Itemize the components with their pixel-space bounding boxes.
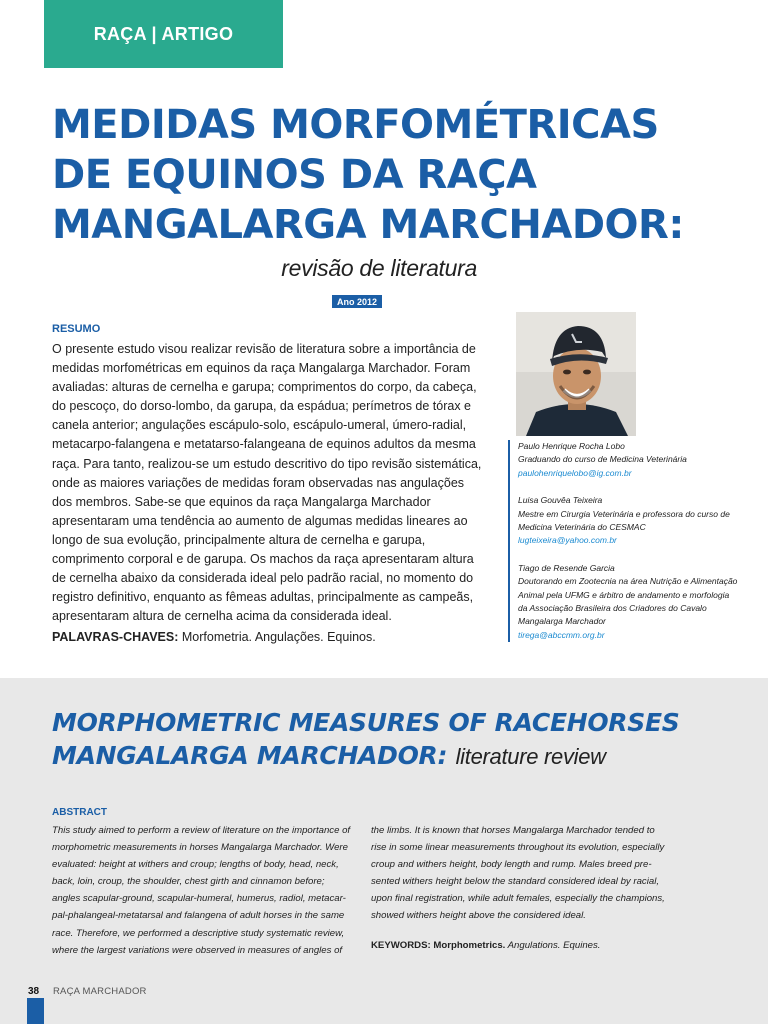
- author-role: Doutorando em Zootecnia na área Nutrição e Alimentação Animal pela UFMG e árbitro de andamento e morfologia da Associação Brasileira dos Criadores do Cavalo Mangalarga Marchador: [518, 576, 738, 627]
- author-card: [518, 440, 738, 480]
- author-photo: [516, 312, 636, 436]
- article-subtitle: revisão de literatura: [281, 255, 477, 281]
- author-card: [518, 494, 738, 548]
- article-title: [52, 100, 732, 250]
- footer-publication: RAÇA MARCHADOR: [53, 986, 147, 997]
- footer-accent-bar: [27, 998, 44, 1024]
- english-title-line-2: MANGALARGA MARCHADOR:: [52, 741, 448, 770]
- page-number: 38: [28, 986, 40, 997]
- abstract-left-column: This study aimed to perform a review of literature on the importance of morphometric measurements in horses Mangalarga Marchador. Were evaluated: height at withers and croup; lengths of body, head, neck, back, loin, croup, the shoulder, chest girth and cinnamon before; angles scapular-ground, scapular-humeral, humerus, radiol, metacar-pal-phalangeal-metatarsal and falangena of adult horses in the same race. Therefore, we performed a descriptive study systematic review, where the largest variations were observed in measures of angles of: [52, 825, 351, 956]
- author-role: Mestre em Cirurgia Veterinária e professora do curso de Medicina Veterinária do CESMAC: [518, 508, 730, 533]
- palavras-chaves-label: PALAVRAS-CHAVES:: [52, 630, 179, 644]
- author-role: Graduando do curso de Medicina Veterinária: [518, 454, 687, 465]
- author-name: Luisa Gouvêa Teixeira: [518, 495, 603, 506]
- author-card: [518, 562, 738, 642]
- author-name: Paulo Henrique Rocha Lobo: [518, 441, 625, 451]
- year-badge: Ano 2012: [332, 295, 382, 308]
- author-email[interactable]: lugteixeira@yahoo.com.br: [518, 535, 617, 546]
- title-line-2: DE EQUINOS DA RAÇA: [52, 152, 537, 198]
- abstract-right-column: the limbs. It is known that horses Mangalarga Marchador tended to rise in some linear measurements throughout its evolution, especially croup and withers height, body length and rump. Males breed pre-sented withers height below the standard considered ideal by racial, upon final registration, while adult females, especially the champions, showed withers height above the considered ideal.: [371, 825, 665, 922]
- section-tag: RAÇA | ARTIGO: [44, 0, 283, 68]
- english-subtitle: literature review: [455, 744, 606, 769]
- author-photo-image: [516, 312, 636, 436]
- english-title-line-1: MORPHOMETRIC MEASURES OF RACEHORSES: [52, 708, 680, 737]
- palavras-chaves-value: Morfometria. Angulações. Equinos.: [178, 630, 376, 644]
- author-email[interactable]: paulohenriquelobo@ig.com.br: [518, 467, 632, 478]
- english-keywords: [371, 940, 600, 951]
- author-email[interactable]: tirega@abccmm.org.br: [518, 629, 605, 640]
- english-title: [52, 706, 732, 773]
- resumo-body: O presente estudo visou realizar revisão de literatura sobre a importância de medidas morfométricas em equinos da raça Mangalarga Marchador. Foram avaliadas: alturas de cernelha e garupa; comprimentos do corpo, da cabeça, do pescoço, do dorso-lombo, da garupa, da espádua; perímetros de tórax e canela anterior; angulações escápulo-solo, escápulo-umeral, úmero-radial, metacarpo-falangena e metatarso-falangeana de equinos adultos da mesma raça. Para tanto, realizou-se um estudo descritivo do tipo revisão sistemática, onde as maiores variações de medidas foram observadas nas angulações dos membros. Sabe-se que equinos da raça Mangalarga Marchador apresentaram uma tendência ao aumento de algumas medidas lineares ao longo de sua evolução, principalmente altura de cernelha e garupa, comprimento corporal e de garupa. Os machos da raça apresentaram altura de cernelha abaixo da considerada ideal pelo padrão racial, no momento do registro definitivo, enquanto as fêmeas adultas, principalmente as campeãs, apresentaram altura de cernelha acima da considerada ideal.: [52, 342, 482, 624]
- english-keywords-label: KEYWORDS:: [371, 940, 431, 951]
- author-name: Tiago de Resende Garcia: [518, 562, 615, 573]
- english-keywords-rest: Angulations. Equines.: [505, 940, 601, 951]
- author-list: [508, 440, 738, 642]
- english-keywords-bold: Morphometrics.: [430, 940, 506, 951]
- title-line-3: MANGALARGA MARCHADOR:: [52, 202, 684, 248]
- palavras-chaves: [52, 630, 376, 644]
- abstract-heading: ABSTRACT: [52, 807, 107, 818]
- resumo-heading: RESUMO: [52, 323, 101, 335]
- title-line-1: MEDIDAS MORFOMÉTRICAS: [52, 102, 659, 148]
